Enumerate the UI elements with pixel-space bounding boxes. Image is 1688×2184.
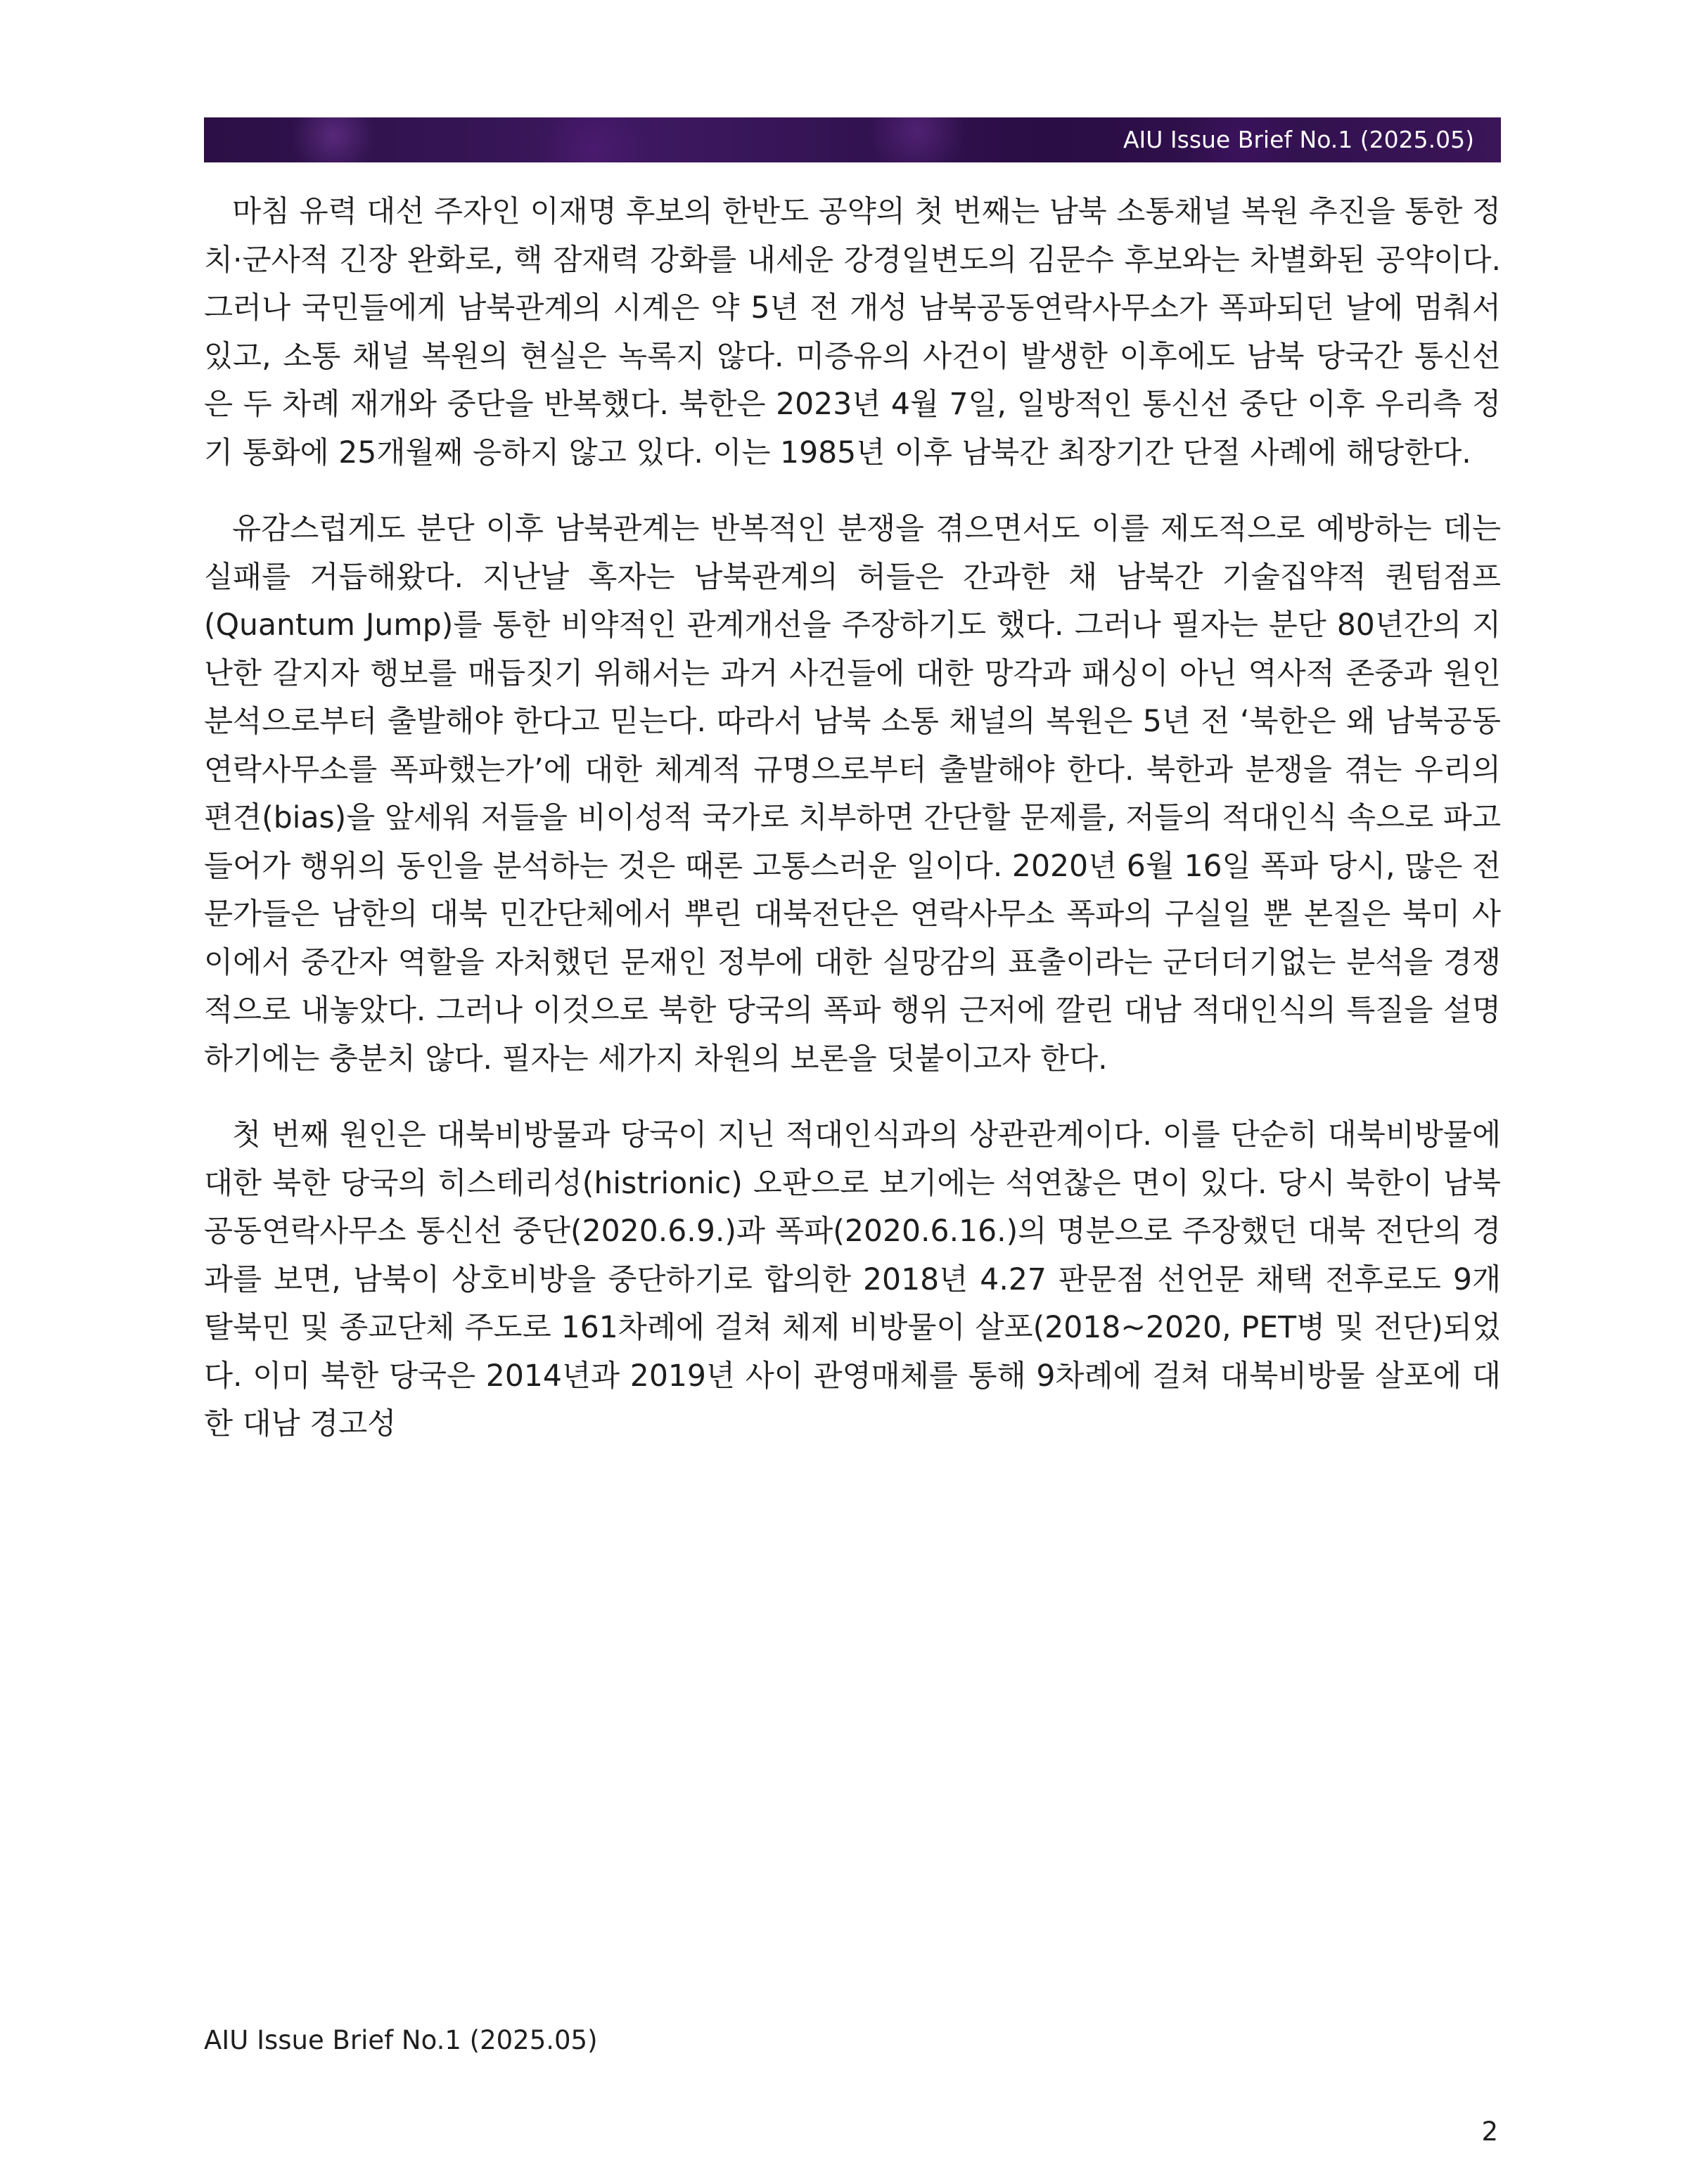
footer-title: AIU Issue Brief No.1 (2025.05) [204,2025,598,2055]
article-body [204,188,1501,1477]
header-title: AIU Issue Brief No.1 (2025.05) [1123,126,1474,153]
header-banner [204,117,1501,162]
page-number: 2 [1481,2116,1498,2147]
body-paragraph-3: 첫 번째 원인은 대북비방물과 당국이 지닌 적대인식과의 상관관계이다. 이를 단순히 대북비방물에 대한 북한 당국의 히스테리성(histrionic) 오판으로 보기에는 석연찮은 면이 있다. 당시 북한이 남북공동연락사무소 통신선 중단(2020.6.9.)과 폭파(2020.6.16.)의 명분으로 주장했던 대북 전단의 경과를 보면, 남북이 상호비방을 중단하기로 합의한 2018년 4.27 판문점 선언문 채택 전후로도 9개 탈북민 및 종교단체 주도로 161차례에 걸쳐 체제 비방물이 살포(2018~2020, PET병 및 전단)되었다. 이미 북한 당국은 2014년과 2019년 사이 관영매체를 통해 9차례에 걸쳐 대북비방물 살포에 대한 대남 경고성 [204,1118,1501,1441]
body-paragraph-1: 마침 유력 대선 주자인 이재명 후보의 한반도 공약의 첫 번째는 남북 소통채널 복원 추진을 통한 정치·군사적 긴장 완화로, 핵 잠재력 강화를 내세운 강경일변도의 김문수 후보와는 차별화된 공약이다. 그러나 국민들에게 남북관계의 시계은 약 5년 전 개성 남북공동연락사무소가 폭파되던 날에 멈춰서 있고, 소통 채널 복원의 현실은 녹록지 않다. 미증유의 사건이 발생한 이후에도 남북 당국간 통신선은 두 차례 재개와 중단을 반복했다. 북한은 2023년 4월 7일, 일방적인 통신선 중단 이후 우리측 정기 통화에 25개월째 응하지 않고 있다. 이는 1985년 이후 남북간 최장기간 단절 사례에 해당한다. [204,195,1501,470]
body-paragraph-2: 유감스럽게도 분단 이후 남북관계는 반복적인 분쟁을 겪으면서도 이를 제도적으로 예방하는 데는 실패를 거듭해왔다. 지난날 혹자는 남북관계의 허들은 간과한 채 남북간 기술집약적 퀀텀점프(Quantum Jump)를 통한 비약적인 관계개선을 주장하기도 했다. 그러나 필자는 분단 80년간의 지난한 갈지자 행보를 매듭짓기 위해서는 과거 사건들에 대한 망각과 패싱이 아닌 역사적 존중과 원인 분석으로부터 출발해야 한다고 믿는다. 따라서 남북 소통 채널의 복원은 5년 전 ‘북한은 왜 남북공동연락사무소를 폭파했는가’에 대한 체계적 규명으로부터 출발해야 한다. 북한과 분쟁을 겪는 우리의 편견(bias)을 앞세워 저들을 비이성적 국가로 치부하면 간단할 문제를, 저들의 적대인식 속으로 파고들어가 행위의 동인을 분석하는 것은 때론 고통스러운 일이다. 2020년 6월 16일 폭파 당시, 많은 전문가들은 남한의 대북 민간단체에서 뿌린 대북전단은 연락사무소 폭파의 구실일 뿐 본질은 북미 사이에서 중간자 역할을 자처했던 문재인 정부에 대한 실망감의 표출이라는 군더더기없는 분석을 경쟁적으로 내놓았다. 그러나 이것으로 북한 당국의 폭파 행위 근저에 깔린 대남 적대인식의 특질을 설명하기에는 충분치 않다. 필자는 세가지 차원의 보론을 덧붙이고자 한다. [204,512,1501,1077]
